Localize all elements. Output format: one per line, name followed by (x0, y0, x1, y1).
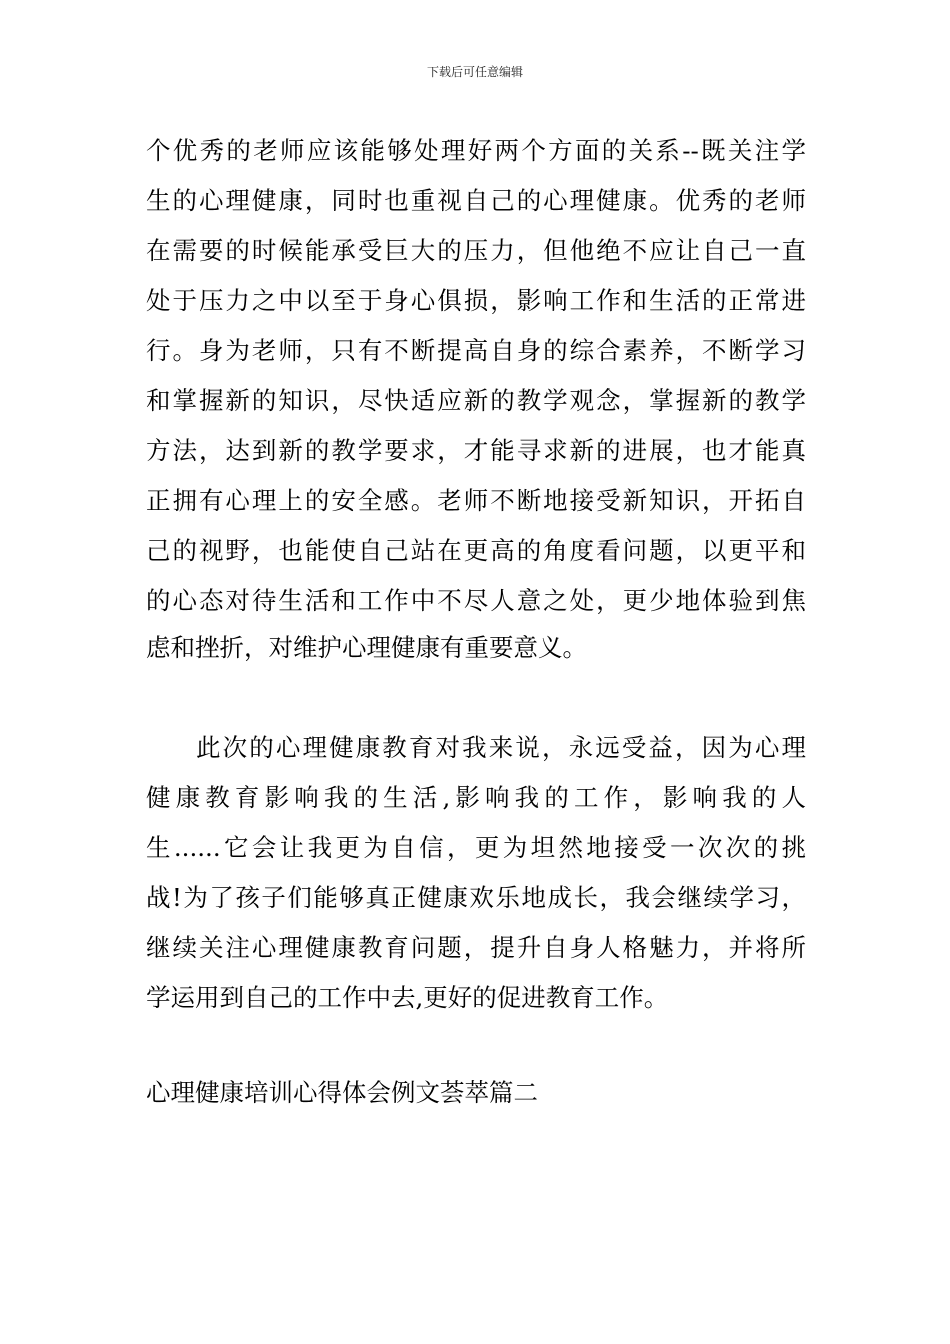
paragraph-line: 健康教育影响我的生活,影响我的工作，影响我的人 (146, 783, 806, 812)
paragraph-line: 个优秀的老师应该能够处理好两个方面的关系--既关注学 (146, 136, 806, 165)
paragraph-line: 的心态对待生活和工作中不尽人意之处，更少地体验到焦 (146, 586, 806, 615)
paragraph-line: 学运用到自己的工作中去,更好的促进教育工作。 (146, 983, 669, 1012)
paragraph-line: 处于压力之中以至于身心俱损，影响工作和生活的正常进 (146, 286, 806, 315)
section-heading: 心理健康培训心得体会例文荟萃篇二 (146, 1078, 538, 1107)
paragraph-line: 行。身为老师，只有不断提高自身的综合素养，不断学习 (146, 336, 806, 365)
paragraph-line: 继续关注心理健康教育问题，提升自身人格魅力，并将所 (146, 933, 806, 962)
paragraph-line: 虑和挫折，对维护心理健康有重要意义。 (146, 633, 587, 662)
paragraph-line: 战!为了孩子们能够真正健康欢乐地成长，我会继续学习， (146, 883, 806, 912)
paragraph-line: 此次的心理健康教育对我来说，永远受益，因为心理 (196, 733, 806, 762)
paragraph-line: 正拥有心理上的安全感。老师不断地接受新知识，开拓自 (146, 486, 806, 515)
paragraph-line: 在需要的时候能承受巨大的压力，但他绝不应让自己一直 (146, 236, 806, 265)
paragraph-line: 方法，达到新的教学要求，才能寻求新的进展，也才能真 (146, 436, 806, 465)
page-header-note: 下载后可任意编辑 (426, 65, 523, 79)
paragraph-line: 生的心理健康，同时也重视自己的心理健康。优秀的老师 (146, 186, 806, 215)
paragraph-line: 己的视野，也能使自己站在更高的角度看问题，以更平和 (146, 536, 806, 565)
paragraph-line: 生......它会让我更为自信，更为坦然地接受一次次的挑 (146, 833, 806, 862)
paragraph-line: 和掌握新的知识，尽快适应新的教学观念，掌握新的教学 (146, 386, 806, 415)
